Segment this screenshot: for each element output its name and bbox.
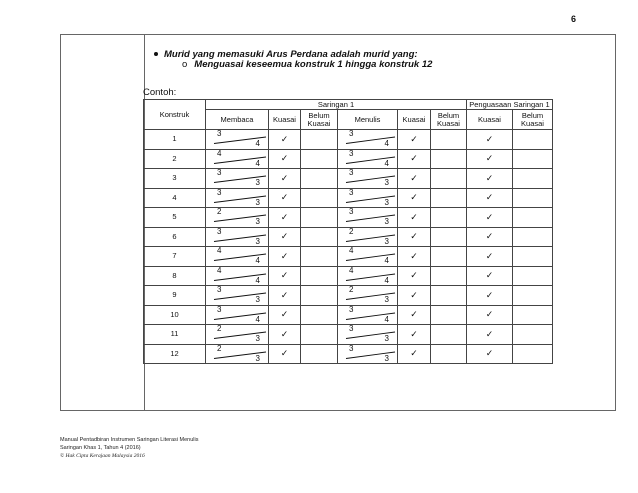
- check-icon: ✓: [485, 133, 494, 144]
- kuasai-3-cell: [467, 305, 513, 325]
- belum-kuasai-3-cell: [513, 208, 553, 228]
- score-bottom: 3: [384, 197, 389, 207]
- score-bottom: 3: [255, 295, 260, 305]
- check-icon: ✓: [280, 133, 289, 144]
- score-bottom: 4: [255, 256, 260, 266]
- score-bottom: 3: [255, 197, 260, 207]
- score-bottom: 4: [255, 158, 260, 168]
- check-icon: ✓: [280, 328, 289, 339]
- score-bottom: 4: [384, 256, 389, 266]
- table-row: [144, 130, 553, 150]
- check-icon: ✓: [280, 192, 289, 203]
- kuasai-1-cell: [269, 130, 301, 150]
- kuasai-3-cell: [467, 344, 513, 364]
- membaca-score: [206, 247, 269, 267]
- check-icon: ✓: [410, 309, 418, 320]
- menulis-score: [338, 247, 398, 267]
- check-icon: ✓: [410, 133, 418, 144]
- membaca-score: [206, 344, 269, 364]
- belum-kuasai-3-cell: [513, 247, 553, 267]
- belum-kuasai-2-cell: [431, 305, 467, 325]
- belum-kuasai-2-cell: [431, 286, 467, 306]
- header-belum-kuasai-1: Belum Kuasai: [301, 110, 338, 130]
- belum-kuasai-1-cell: [301, 188, 338, 208]
- konstruk-cell: 11: [144, 325, 206, 345]
- kuasai-2-cell: [398, 344, 431, 364]
- kuasai-2-cell: [398, 305, 431, 325]
- header-belum-kuasai-3: Belum Kuasai: [513, 110, 553, 130]
- kuasai-1-cell: [269, 247, 301, 267]
- footer: [60, 436, 199, 460]
- table-row: [144, 169, 553, 189]
- score-divider-icon: [338, 208, 398, 228]
- menulis-score: [338, 227, 398, 247]
- kuasai-2-cell: [398, 266, 431, 286]
- check-icon: ✓: [485, 309, 494, 320]
- membaca-score: [206, 227, 269, 247]
- table-row: [144, 149, 553, 169]
- kuasai-1-cell: [269, 188, 301, 208]
- content-frame: [60, 34, 616, 411]
- belum-kuasai-2-cell: [431, 325, 467, 345]
- kuasai-3-cell: [467, 227, 513, 247]
- frame-left-column: [61, 35, 145, 410]
- check-icon: ✓: [280, 153, 289, 164]
- score-top: 4: [349, 265, 354, 275]
- konstruk-cell: 12: [144, 344, 206, 364]
- menulis-score: [338, 208, 398, 228]
- header-konstruk: Konstruk: [144, 100, 206, 130]
- belum-kuasai-1-cell: [301, 227, 338, 247]
- score-top: 4: [217, 265, 222, 275]
- check-icon: ✓: [485, 348, 494, 359]
- check-icon: ✓: [485, 153, 494, 164]
- kuasai-2-cell: [398, 208, 431, 228]
- score-bottom: 3: [384, 178, 389, 188]
- belum-kuasai-3-cell: [513, 325, 553, 345]
- score-top: 3: [217, 304, 222, 314]
- score-top: 3: [349, 168, 354, 177]
- kuasai-2-cell: [398, 247, 431, 267]
- check-icon: ✓: [280, 211, 289, 222]
- menulis-score: [338, 188, 398, 208]
- menulis-score: [338, 266, 398, 286]
- check-icon: ✓: [410, 270, 418, 281]
- score-bottom: 4: [255, 314, 260, 324]
- header-menulis: Menulis: [338, 110, 398, 130]
- belum-kuasai-2-cell: [431, 266, 467, 286]
- konstruk-cell: 3: [144, 169, 206, 189]
- check-icon: ✓: [280, 348, 289, 359]
- belum-kuasai-1-cell: [301, 305, 338, 325]
- score-top: 3: [217, 168, 222, 177]
- kuasai-1-cell: [269, 227, 301, 247]
- kuasai-3-cell: [467, 149, 513, 169]
- membaca-score: [206, 130, 269, 150]
- membaca-score: [206, 188, 269, 208]
- score-top: 3: [217, 285, 222, 294]
- belum-kuasai-2-cell: [431, 149, 467, 169]
- table-row: [144, 325, 553, 345]
- check-icon: ✓: [280, 289, 289, 300]
- score-bottom: 3: [255, 334, 260, 344]
- konstruk-cell: 9: [144, 286, 206, 306]
- score-bottom: 4: [384, 139, 389, 149]
- kuasai-2-cell: [398, 149, 431, 169]
- menulis-score: [338, 149, 398, 169]
- kuasai-1-cell: [269, 286, 301, 306]
- kuasai-1-cell: [269, 208, 301, 228]
- score-top: 3: [217, 129, 222, 138]
- score-top: 4: [217, 148, 222, 158]
- belum-kuasai-1-cell: [301, 130, 338, 150]
- kuasai-1-cell: [269, 169, 301, 189]
- kuasai-1-cell: [269, 344, 301, 364]
- table-row: [144, 266, 553, 286]
- menulis-score: [338, 305, 398, 325]
- score-top: 2: [217, 343, 222, 353]
- kuasai-3-cell: [467, 286, 513, 306]
- kuasai-2-cell: [398, 169, 431, 189]
- belum-kuasai-3-cell: [513, 149, 553, 169]
- score-bottom: 4: [384, 314, 389, 324]
- check-icon: ✓: [280, 270, 289, 281]
- score-top: 3: [349, 343, 354, 353]
- table-row: [144, 344, 553, 364]
- table-row: [144, 188, 553, 208]
- score-top: 2: [217, 207, 222, 216]
- konstruk-cell: 7: [144, 247, 206, 267]
- check-icon: ✓: [410, 348, 418, 359]
- kuasai-1-cell: [269, 325, 301, 345]
- footer-line-1: Manual Pentadbiran Instrumen Saringan Literasi Menulis: [60, 437, 199, 443]
- belum-kuasai-2-cell: [431, 130, 467, 150]
- menulis-score: [338, 130, 398, 150]
- kuasai-2-cell: [398, 325, 431, 345]
- check-icon: ✓: [485, 192, 494, 203]
- check-icon: ✓: [410, 172, 418, 183]
- check-icon: ✓: [410, 328, 418, 339]
- bullet-text: Murid yang memasuki Arus Perdana adalah murid yang:: [164, 49, 418, 60]
- score-bottom: 4: [384, 275, 389, 285]
- page-number: 6: [571, 14, 577, 24]
- belum-kuasai-1-cell: [301, 266, 338, 286]
- check-icon: ✓: [410, 250, 418, 261]
- kuasai-2-cell: [398, 286, 431, 306]
- score-top: 2: [349, 226, 354, 236]
- belum-kuasai-3-cell: [513, 266, 553, 286]
- kuasai-2-cell: [398, 130, 431, 150]
- score-bottom: 3: [384, 295, 389, 305]
- membaca-score: [206, 305, 269, 325]
- score-bottom: 3: [255, 217, 260, 227]
- score-bottom: 4: [255, 139, 260, 149]
- score-divider-icon: [338, 325, 398, 345]
- belum-kuasai-1-cell: [301, 247, 338, 267]
- check-icon: ✓: [485, 250, 494, 261]
- header-penguasaan: Penguasaan Saringan 1: [467, 100, 553, 110]
- score-bottom: 3: [255, 178, 260, 188]
- kuasai-1-cell: [269, 149, 301, 169]
- konstruk-cell: 6: [144, 227, 206, 247]
- score-top: 3: [349, 207, 354, 216]
- check-icon: ✓: [410, 153, 418, 164]
- score-bottom: 3: [384, 217, 389, 227]
- konstruk-cell: 5: [144, 208, 206, 228]
- check-icon: ✓: [485, 211, 494, 222]
- check-icon: ✓: [485, 289, 494, 300]
- table-row: [144, 305, 553, 325]
- header-kuasai-1: Kuasai: [269, 110, 301, 130]
- footer-copyright: © Hak Cipta Kerajaan Malaysia 2016: [60, 453, 145, 459]
- kuasai-3-cell: [467, 130, 513, 150]
- menulis-score: [338, 344, 398, 364]
- score-bottom: 3: [384, 236, 389, 246]
- konstruk-cell: 4: [144, 188, 206, 208]
- bullet-dot-icon: [154, 52, 158, 56]
- score-top: 2: [217, 324, 222, 333]
- score-divider-icon: [338, 130, 398, 150]
- belum-kuasai-3-cell: [513, 130, 553, 150]
- score-divider-icon: [338, 345, 398, 365]
- membaca-score: [206, 208, 269, 228]
- header-belum-kuasai-2: Belum Kuasai: [431, 110, 467, 130]
- kuasai-1-cell: [269, 305, 301, 325]
- konstruk-cell: 10: [144, 305, 206, 325]
- score-divider-icon: [338, 267, 398, 287]
- score-top: 3: [349, 129, 354, 138]
- header-kuasai-3: Kuasai: [467, 110, 513, 130]
- membaca-score: [206, 169, 269, 189]
- check-icon: ✓: [485, 172, 494, 183]
- score-top: 3: [217, 187, 222, 197]
- score-bottom: 3: [384, 353, 389, 363]
- kuasai-3-cell: [467, 208, 513, 228]
- check-icon: ✓: [485, 328, 494, 339]
- sub-bullet-marker: o: [182, 59, 188, 70]
- sub-bullet-text: Menguasai keseemua konstruk 1 hingga konstruk 12: [194, 59, 433, 70]
- score-top: 3: [349, 148, 354, 158]
- belum-kuasai-1-cell: [301, 149, 338, 169]
- check-icon: ✓: [410, 192, 418, 203]
- check-icon: ✓: [280, 309, 289, 320]
- score-divider-icon: [338, 306, 398, 326]
- menulis-score: [338, 325, 398, 345]
- table-row: [144, 247, 553, 267]
- belum-kuasai-2-cell: [431, 169, 467, 189]
- table-row: [144, 227, 553, 247]
- check-icon: ✓: [410, 231, 418, 242]
- kuasai-1-cell: [269, 266, 301, 286]
- kuasai-3-cell: [467, 325, 513, 345]
- header-kuasai-2: Kuasai: [398, 110, 431, 130]
- kuasai-3-cell: [467, 266, 513, 286]
- belum-kuasai-3-cell: [513, 305, 553, 325]
- membaca-score: [206, 325, 269, 345]
- header-saringan-1: Saringan 1: [206, 100, 467, 110]
- belum-kuasai-3-cell: [513, 344, 553, 364]
- konstruk-table: [143, 99, 553, 364]
- score-top: 4: [217, 246, 222, 255]
- score-top: 3: [349, 187, 354, 197]
- score-top: 3: [349, 304, 354, 314]
- score-divider-icon: [338, 189, 398, 209]
- table-row: [144, 286, 553, 306]
- belum-kuasai-3-cell: [513, 188, 553, 208]
- score-bottom: 4: [384, 158, 389, 168]
- belum-kuasai-1-cell: [301, 286, 338, 306]
- belum-kuasai-2-cell: [431, 344, 467, 364]
- kuasai-3-cell: [467, 188, 513, 208]
- score-divider-icon: [338, 286, 398, 306]
- membaca-score: [206, 149, 269, 169]
- score-top: 4: [349, 246, 354, 255]
- score-divider-icon: [338, 247, 398, 267]
- konstruk-cell: 8: [144, 266, 206, 286]
- belum-kuasai-1-cell: [301, 325, 338, 345]
- score-divider-icon: [338, 150, 398, 170]
- score-top: 3: [349, 324, 354, 333]
- sub-bullet-item: [182, 59, 432, 70]
- konstruk-cell: 2: [144, 149, 206, 169]
- belum-kuasai-3-cell: [513, 286, 553, 306]
- check-icon: ✓: [280, 231, 289, 242]
- check-icon: ✓: [410, 211, 418, 222]
- score-top: 3: [217, 226, 222, 236]
- menulis-score: [338, 286, 398, 306]
- kuasai-2-cell: [398, 188, 431, 208]
- check-icon: ✓: [485, 270, 494, 281]
- check-icon: ✓: [280, 172, 289, 183]
- score-bottom: 3: [255, 236, 260, 246]
- belum-kuasai-3-cell: [513, 169, 553, 189]
- belum-kuasai-2-cell: [431, 227, 467, 247]
- belum-kuasai-2-cell: [431, 188, 467, 208]
- membaca-score: [206, 266, 269, 286]
- header-membaca: Membaca: [206, 110, 269, 130]
- belum-kuasai-1-cell: [301, 344, 338, 364]
- belum-kuasai-1-cell: [301, 169, 338, 189]
- belum-kuasai-2-cell: [431, 208, 467, 228]
- konstruk-cell: 1: [144, 130, 206, 150]
- membaca-score: [206, 286, 269, 306]
- belum-kuasai-1-cell: [301, 208, 338, 228]
- score-top: 2: [349, 285, 354, 294]
- kuasai-3-cell: [467, 247, 513, 267]
- belum-kuasai-2-cell: [431, 247, 467, 267]
- score-bottom: 4: [255, 275, 260, 285]
- footer-line-2: Saringan Khas 1, Tahun 4 (2016): [60, 445, 141, 451]
- score-divider-icon: [338, 169, 398, 189]
- example-label: Contoh:: [143, 87, 177, 98]
- score-divider-icon: [338, 228, 398, 248]
- check-icon: ✓: [410, 289, 418, 300]
- belum-kuasai-3-cell: [513, 227, 553, 247]
- kuasai-3-cell: [467, 169, 513, 189]
- check-icon: ✓: [280, 250, 289, 261]
- kuasai-2-cell: [398, 227, 431, 247]
- menulis-score: [338, 169, 398, 189]
- table-row: [144, 208, 553, 228]
- score-bottom: 3: [255, 353, 260, 363]
- score-bottom: 3: [384, 334, 389, 344]
- check-icon: ✓: [485, 231, 494, 242]
